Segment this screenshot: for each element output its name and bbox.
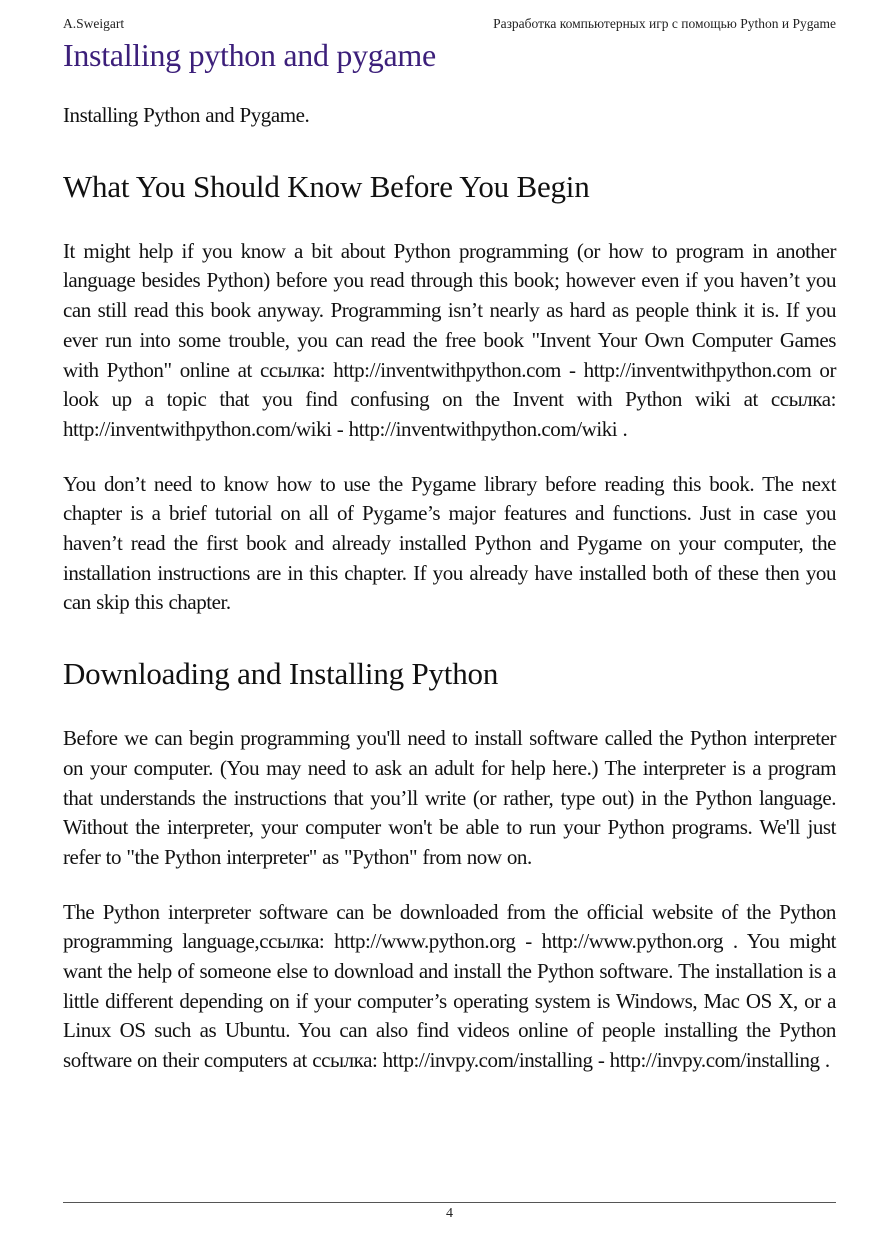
footer-divider bbox=[63, 1202, 836, 1203]
paragraph-install-python-1: Before we can begin programming you'll need to install software called the Python interpreter on your computer. (You may need to ask an adult for help here.) The interpreter is a program that understands the instructions that you’ll write (or rather, type out) in the Python language. Without the interpreter, your computer won't be able to run your Python programs. We'll just refer to "the Python interpreter" as "Python" from now on. bbox=[63, 726, 836, 869]
paragraph-install-python-2: The Python interpreter software can be downloaded from the official website of the Python programming language,ссылка: http://www.python.org - http://www.python.org . You might want the help of someone else to download and install the Python software. The installation is a little different depending on if your computer’s operating system is Windows, Mac OS X, or a Linux OS such as Ubuntu. You can also find videos online of people installing the Python software on their computers at ссылка: http://invpy.com/installing - http://invpy.com/installing . bbox=[63, 899, 836, 1073]
header-author: A.Sweigart bbox=[63, 16, 125, 31]
running-header bbox=[63, 16, 836, 32]
page-content bbox=[63, 101, 836, 1076]
section-heading-prerequisites: What You Should Know Before You Begin bbox=[63, 168, 590, 204]
paragraph-prerequisites-2: You don’t need to know how to use the Pygame library before reading this book. The next chapter is a brief tutorial on all of Pygame’s major features and functions. Just in case you haven’t read the first book and already installed Python and Pygame on your computer, the installation instructions are in this chapter. If you already have installed both of these then you can skip this chapter. bbox=[63, 471, 836, 615]
chapter-title: Installing python and pygame bbox=[63, 37, 436, 73]
document-page bbox=[63, 0, 836, 1241]
paragraph-prerequisites-1: It might help if you know a bit about Python programming (or how to program in another language besides Python) before you read through this book; however even if you haven’t you can still read this book anyway. Programming isn’t nearly as hard as people think it is. If you ever run into some trouble, you can read the free book "Invent Your Own Computer Games with Python" online at ссылка: http://inventwithpython.com - http://inventwithpython.com or look up a topic that you find confusing on the Invent with Python wiki at ссылка: http://inventwithpython.com/wiki - http://inventwithpython.com/wiki . bbox=[63, 238, 836, 441]
section-heading-install-python: Downloading and Installing Python bbox=[63, 656, 499, 692]
chapter-intro: Installing Python and Pygame. bbox=[63, 103, 310, 127]
header-book-title: Разработка компьютерных игр с помощью Python и Pygame bbox=[493, 16, 836, 31]
page-number: 4 bbox=[446, 1206, 453, 1221]
